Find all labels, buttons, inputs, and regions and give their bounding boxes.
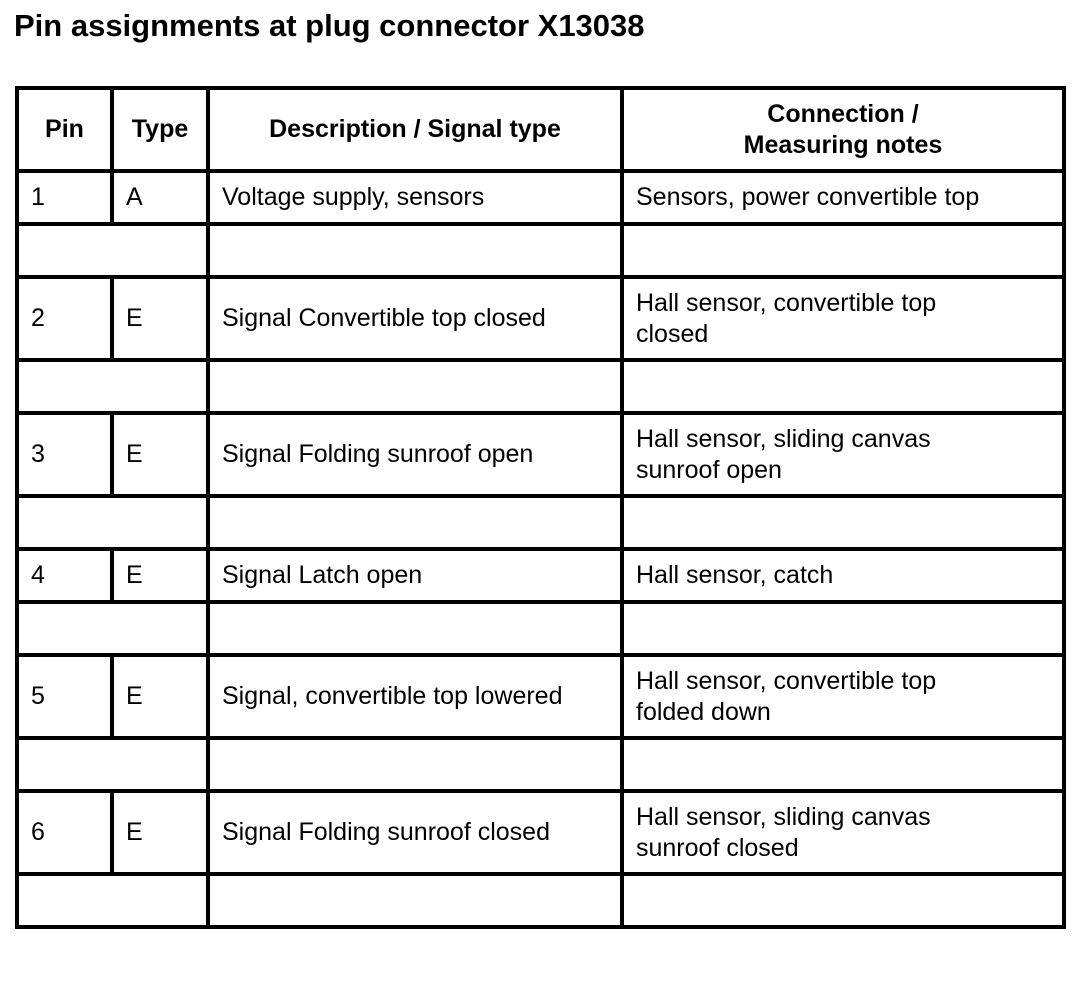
cell-type: E [112,413,208,496]
spacer-cell [622,874,1064,927]
table-row [17,413,1064,496]
spacer-row [17,602,1064,655]
spacer-row [17,360,1064,413]
cell-notes [622,655,1064,738]
cell-notes [622,413,1064,496]
cell-description: Signal Folding sunroof closed [208,791,622,874]
spacer-cell [17,874,208,927]
spacer-cell [208,496,622,549]
spacer-cell [208,602,622,655]
header-notes-line1: Connection / [767,99,919,128]
cell-description: Signal Folding sunroof open [208,413,622,496]
cell-notes-line1: Hall sensor, sliding canvas [636,424,931,453]
spacer-cell [17,496,208,549]
cell-pin: 2 [17,277,112,360]
cell-notes-line1: Sensors, power convertible top [636,183,980,211]
cell-notes [622,277,1064,360]
table-row [17,171,1064,224]
page-title: Pin assignments at plug connector X13038 [14,8,645,43]
cell-notes-line1: Hall sensor, sliding canvas [636,802,931,831]
spacer-row [17,496,1064,549]
spacer-cell [208,738,622,791]
spacer-cell [622,738,1064,791]
cell-notes [622,549,1064,602]
cell-type: E [112,791,208,874]
header-notes-line2: Measuring notes [743,130,943,159]
spacer-cell [208,360,622,413]
cell-notes-line2: closed [636,319,709,348]
table-row [17,655,1064,738]
cell-notes-line1: Hall sensor, catch [636,561,834,589]
cell-description: Voltage supply, sensors [208,171,622,224]
cell-type: E [112,655,208,738]
header-description: Description / Signal type [208,88,622,171]
spacer-cell [208,224,622,277]
cell-type: E [112,549,208,602]
cell-notes-line2: sunroof closed [636,833,799,862]
cell-type: E [112,277,208,360]
cell-notes [622,171,1064,224]
table-header-row [17,88,1064,171]
cell-notes-line1: Hall sensor, convertible top [636,666,937,695]
pin-assignment-table [15,86,1066,929]
cell-pin: 5 [17,655,112,738]
cell-type: A [112,171,208,224]
header-pin: Pin [17,88,112,171]
spacer-cell [622,360,1064,413]
spacer-cell [17,360,208,413]
cell-description: Signal Latch open [208,549,622,602]
cell-pin: 4 [17,549,112,602]
table-row [17,277,1064,360]
cell-pin: 6 [17,791,112,874]
header-notes [622,88,1064,171]
cell-notes-line2: sunroof open [636,455,782,484]
cell-notes-line2: folded down [636,697,771,726]
spacer-cell [622,602,1064,655]
cell-pin: 1 [17,171,112,224]
spacer-row [17,738,1064,791]
cell-notes-line1: Hall sensor, convertible top [636,288,937,317]
spacer-row [17,874,1064,927]
spacer-cell [17,224,208,277]
header-type: Type [112,88,208,171]
spacer-cell [622,224,1064,277]
spacer-cell [622,496,1064,549]
cell-description: Signal, convertible top lowered [208,655,622,738]
spacer-cell [208,874,622,927]
spacer-cell [17,738,208,791]
cell-description: Signal Convertible top closed [208,277,622,360]
spacer-cell [17,602,208,655]
table-row [17,791,1064,874]
cell-pin: 3 [17,413,112,496]
table-row [17,549,1064,602]
cell-notes [622,791,1064,874]
spacer-row [17,224,1064,277]
